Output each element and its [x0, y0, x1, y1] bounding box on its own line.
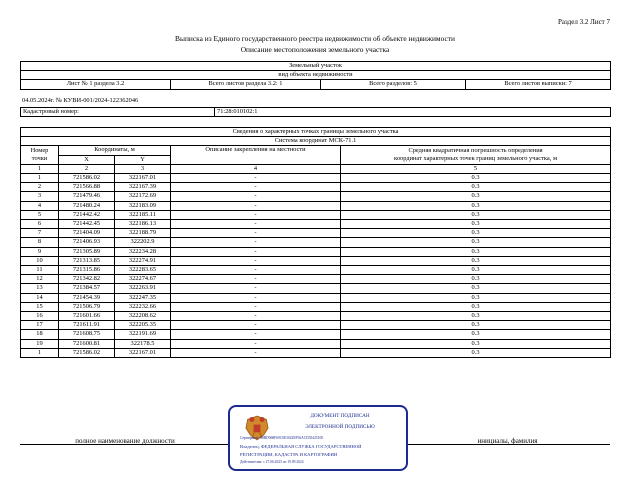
fixing-description: -: [171, 275, 341, 284]
coord-y: 322234.28: [115, 247, 171, 256]
coord-error: 0.3: [341, 275, 611, 284]
coord-error: 0.3: [341, 183, 611, 192]
position-caption: полное наименование должности: [75, 437, 175, 445]
table-row: [21, 210, 611, 219]
coord-y: 322191.69: [115, 330, 171, 339]
coord-x: 721313.85: [59, 256, 115, 265]
coord-y: 322283.65: [115, 266, 171, 275]
object-type-caption: вид объекта недвижимости: [21, 71, 611, 80]
stamp-title-1: ДОКУМЕНТ ПОДПИСАН: [310, 413, 370, 419]
coord-x: 721608.75: [59, 330, 115, 339]
coord-x: 721342.82: [59, 275, 115, 284]
fixing-description: -: [171, 256, 341, 265]
col-error-header: Средняя квадратичная погрешность определения: [341, 146, 611, 155]
col-index: 3: [115, 164, 171, 173]
point-number: 8: [21, 238, 59, 247]
coord-error: 0.3: [341, 330, 611, 339]
fixing-description: -: [171, 247, 341, 256]
coord-x: 721384.57: [59, 284, 115, 293]
coord-y: 322185.11: [115, 210, 171, 219]
coord-error: 0.3: [341, 339, 611, 348]
coord-error: 0.3: [341, 210, 611, 219]
point-number: 18: [21, 330, 59, 339]
boundary-points-table: [20, 127, 611, 358]
table-row: [21, 183, 611, 192]
points-table-body: [21, 174, 611, 358]
table-row: [21, 348, 611, 357]
coord-x: 721586.02: [59, 174, 115, 183]
fixing-description: -: [171, 229, 341, 238]
coord-error: 0.3: [341, 293, 611, 302]
point-number: 7: [21, 229, 59, 238]
col-number-header: Номер: [21, 146, 59, 155]
stamp-certificate: Сертификат: 00BD068F69C0E3022EF56ACD35425100: [240, 436, 324, 440]
point-number: 19: [21, 339, 59, 348]
col-x-header: X: [59, 155, 115, 164]
point-number: 2: [21, 183, 59, 192]
coord-x: 721404.09: [59, 229, 115, 238]
coord-error: 0.3: [341, 174, 611, 183]
fixing-description: -: [171, 183, 341, 192]
coord-system: Система координат МСК-71.1: [21, 137, 611, 146]
coord-y: 322263.91: [115, 284, 171, 293]
cadastral-label: Кадастровый номер:: [21, 108, 215, 117]
coord-y: 322167.01: [115, 348, 171, 357]
fixing-description: -: [171, 321, 341, 330]
coord-y: 322188.79: [115, 229, 171, 238]
coord-y: 322167.39: [115, 183, 171, 192]
coord-y: 322274.67: [115, 275, 171, 284]
fixing-description: -: [171, 201, 341, 210]
coord-error: 0.3: [341, 220, 611, 229]
coord-x: 721601.66: [59, 312, 115, 321]
table-row: [21, 229, 611, 238]
coord-y: 322208.62: [115, 312, 171, 321]
stamp-title-2: ЭЛЕКТРОННОЙ ПОДПИСЬЮ: [305, 424, 375, 430]
table-row: [21, 220, 611, 229]
coord-x: 721600.81: [59, 339, 115, 348]
object-header-table: [20, 61, 611, 90]
col-description-header: Описание закрепления на местности: [171, 146, 341, 164]
coord-x: 721454.39: [59, 293, 115, 302]
coord-error: 0.3: [341, 201, 611, 210]
coord-error: 0.3: [341, 229, 611, 238]
point-number: 9: [21, 247, 59, 256]
col-index: 4: [171, 164, 341, 173]
point-number: 15: [21, 302, 59, 311]
fixing-description: -: [171, 238, 341, 247]
table-row: [21, 321, 611, 330]
object-type: Земельный участок: [21, 62, 611, 71]
fixing-description: -: [171, 174, 341, 183]
col-error-header-2: координат характерных точек границ земельного участка, м: [341, 155, 611, 164]
col-index: 2: [59, 164, 115, 173]
point-number: 4: [21, 201, 59, 210]
stamp-owner-1: Владелец: ФЕДЕРАЛЬНАЯ СЛУЖБА ГОСУДАРСТВЕННОЙ: [240, 444, 362, 449]
coord-error: 0.3: [341, 348, 611, 357]
coord-error: 0.3: [341, 266, 611, 275]
coord-x: 721479.46: [59, 192, 115, 201]
coord-error: 0.3: [341, 302, 611, 311]
col-index: 5: [341, 164, 611, 173]
point-number: 3: [21, 192, 59, 201]
coord-y: 322202.9: [115, 238, 171, 247]
document-subtitle: Описание местоположения земельного участка: [240, 45, 390, 54]
sheets-in-section: Всего листов раздела 3.2: 1: [171, 80, 321, 89]
fixing-description: -: [171, 284, 341, 293]
table-row: [21, 339, 611, 348]
e-signature-stamp: [228, 405, 408, 471]
coord-x: 721305.89: [59, 247, 115, 256]
coord-error: 0.3: [341, 192, 611, 201]
fixing-description: -: [171, 339, 341, 348]
fixing-description: -: [171, 330, 341, 339]
cadastral-number: 71:28:010102:1: [215, 108, 611, 117]
fixing-description: -: [171, 266, 341, 275]
point-number: 6: [21, 220, 59, 229]
fixing-description: -: [171, 293, 341, 302]
fixing-description: -: [171, 348, 341, 357]
page-reference: Раздел 3.2 Лист 7: [558, 18, 610, 26]
coord-y: 322186.13: [115, 220, 171, 229]
coord-y: 322205.35: [115, 321, 171, 330]
col-number-header-2: точки: [21, 155, 59, 164]
coord-error: 0.3: [341, 284, 611, 293]
coord-y: 322183.09: [115, 201, 171, 210]
point-number: 17: [21, 321, 59, 330]
table-row: [21, 192, 611, 201]
table-row: [21, 247, 611, 256]
fixing-description: -: [171, 210, 341, 219]
stamp-validity: Действителен: с 27.06.2023 по 19.09.2024: [240, 460, 304, 464]
coord-error: 0.3: [341, 256, 611, 265]
point-number: 1: [21, 348, 59, 357]
fixing-description: -: [171, 192, 341, 201]
coord-y: 322167.01: [115, 174, 171, 183]
date-number: 04.05.2024г. № КУВИ-001/2024-122362046: [22, 97, 139, 104]
coord-x: 721506.79: [59, 302, 115, 311]
point-number: 10: [21, 256, 59, 265]
coord-x: 721442.45: [59, 220, 115, 229]
cadastral-number-table: [20, 107, 611, 117]
point-number: 5: [21, 210, 59, 219]
coord-x: 721586.02: [59, 348, 115, 357]
col-coords-header: Координаты, м: [59, 146, 171, 155]
table-row: [21, 275, 611, 284]
table-row: [21, 284, 611, 293]
point-number: 13: [21, 284, 59, 293]
fixing-description: -: [171, 312, 341, 321]
document-title: Выписка из Единого государственного реестра недвижимости об объекте недвижимости: [175, 34, 455, 43]
sheet-label: Лист № 1 раздела 3.2: [21, 80, 171, 89]
coord-y: 322232.66: [115, 302, 171, 311]
coord-x: 721480.24: [59, 201, 115, 210]
extract-meta: [20, 97, 610, 105]
point-number: 16: [21, 312, 59, 321]
points-caption: Сведения о характерных точках границы земельного участка: [21, 128, 611, 137]
coord-y: 322178.5: [115, 339, 171, 348]
name-caption: инициалы, фамилия: [477, 437, 538, 445]
fixing-description: -: [171, 302, 341, 311]
point-number: 11: [21, 266, 59, 275]
table-row: [21, 302, 611, 311]
coord-error: 0.3: [341, 321, 611, 330]
sheets-total: Всего листов выписки: 7: [466, 80, 611, 89]
coord-y: 322172.69: [115, 192, 171, 201]
fixing-description: -: [171, 220, 341, 229]
point-number: 1: [21, 174, 59, 183]
coord-y: 322274.91: [115, 256, 171, 265]
coord-x: 721566.88: [59, 183, 115, 192]
coord-error: 0.3: [341, 247, 611, 256]
point-number: 14: [21, 293, 59, 302]
table-row: [21, 293, 611, 302]
table-row: [21, 330, 611, 339]
coord-x: 721406.93: [59, 238, 115, 247]
table-row: [21, 312, 611, 321]
coord-x: 721315.86: [59, 266, 115, 275]
point-number: 12: [21, 275, 59, 284]
stamp-owner-2: РЕГИСТРАЦИИ, КАДАСТРА И КАРТОГРАФИИ: [240, 452, 338, 457]
col-y-header: Y: [115, 155, 171, 164]
table-row: [21, 256, 611, 265]
coord-y: 322247.35: [115, 293, 171, 302]
table-row: [21, 201, 611, 210]
coord-x: 721611.91: [59, 321, 115, 330]
table-row: [21, 238, 611, 247]
table-row: [21, 266, 611, 275]
coord-error: 0.3: [341, 238, 611, 247]
sections-total: Всего разделов: 5: [321, 80, 466, 89]
coord-error: 0.3: [341, 312, 611, 321]
coord-x: 721442.42: [59, 210, 115, 219]
col-index: 1: [21, 164, 59, 173]
table-row: [21, 174, 611, 183]
